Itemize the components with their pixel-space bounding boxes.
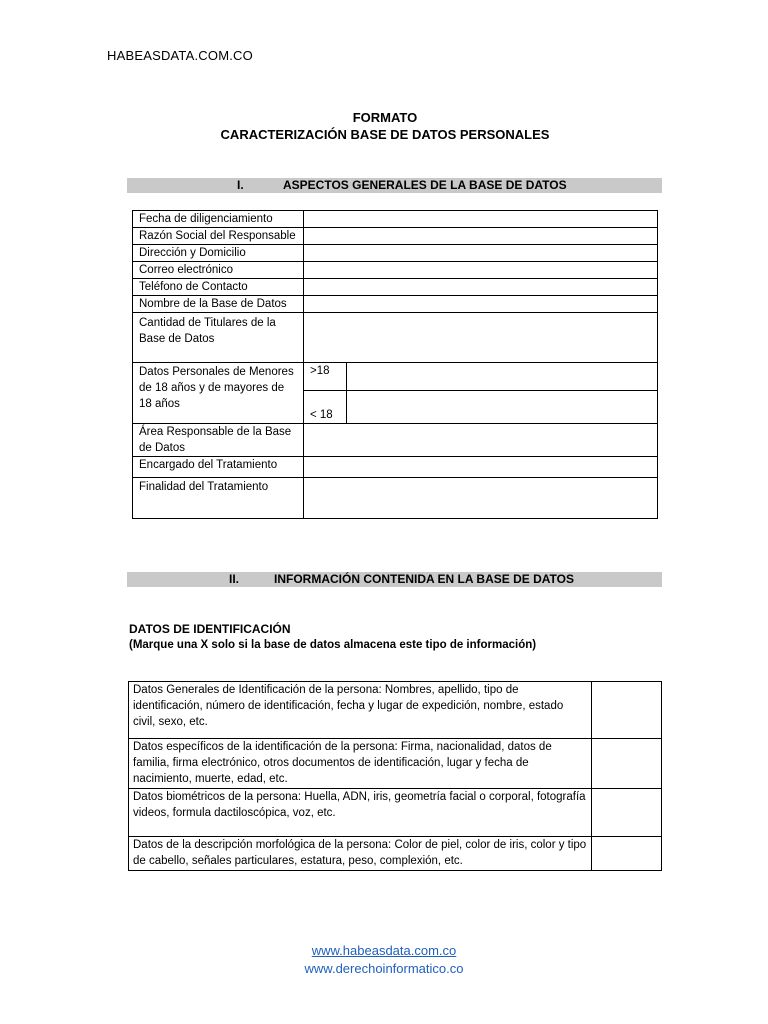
row-label: Fecha de diligenciamiento	[133, 211, 304, 228]
input-cell-over-18[interactable]	[347, 363, 658, 391]
mark-cell-morfologica[interactable]	[592, 837, 662, 871]
section-title: INFORMACIÓN CONTENIDA EN LA BASE DE DATOS	[274, 572, 575, 586]
document-subtitle: CARACTERIZACIÓN BASE DE DATOS PERSONALES	[220, 127, 550, 142]
identification-row-text: Datos Generales de Identificación de la persona: Nombres, apellido, tipo de identificación, número de identificación, fecha y lugar de expedición, nombre, estado civil, sexo, etc.	[129, 682, 592, 739]
identification-row-text: Datos biométricos de la persona: Huella, ADN, iris, geometría facial o corporal, fotografía videos, formula dactiloscópica, voz, etc.	[129, 789, 592, 837]
input-cell-fecha[interactable]	[304, 211, 658, 228]
row-label: Cantidad de Titulares de la Base de Datos	[133, 313, 304, 363]
row-label: Datos Personales de Menores de 18 años y de mayores de 18 años	[133, 363, 304, 424]
identification-note: (Marque una X solo si la base de datos almacena este tipo de información)	[129, 639, 537, 651]
input-cell-finalidad[interactable]	[304, 478, 658, 519]
mark-cell-especificos[interactable]	[592, 739, 662, 789]
input-cell-telefono[interactable]	[304, 279, 658, 296]
row-label: Teléfono de Contacto	[133, 279, 304, 296]
document-title: FORMATO	[352, 110, 418, 125]
input-cell-nombre-base[interactable]	[304, 296, 658, 313]
age-under-label: < 18	[304, 391, 347, 424]
section-number: I.	[237, 178, 244, 192]
row-label: Encargado del Tratamiento	[133, 457, 304, 478]
row-label: Correo electrónico	[133, 262, 304, 279]
input-cell-encargado[interactable]	[304, 457, 658, 478]
input-cell-razon-social[interactable]	[304, 228, 658, 245]
input-cell-under-18[interactable]	[347, 391, 658, 424]
identification-row-text: Datos específicos de la identificación de la persona: Firma, nacionalidad, datos de familia, firma electrónico, otros documentos de identificación, lugar y fecha de nacimiento, muerte, edad, etc.	[129, 739, 592, 789]
mark-cell-biometricos[interactable]	[592, 789, 662, 837]
row-label: Finalidad del Tratamiento	[133, 478, 304, 519]
footer-link-habeasdata[interactable]: www.habeasdata.com.co	[311, 943, 457, 958]
footer-link-habeasdata-wrap	[0, 943, 768, 958]
input-cell-correo[interactable]	[304, 262, 658, 279]
age-over-label: >18	[304, 363, 347, 391]
mark-cell-general[interactable]	[592, 682, 662, 739]
input-cell-cantidad-titulares[interactable]	[304, 313, 658, 363]
row-label: Razón Social del Responsable	[133, 228, 304, 245]
section-bar-general	[127, 178, 662, 193]
input-cell-direccion[interactable]	[304, 245, 658, 262]
row-label: Área Responsable de la Base de Datos	[133, 424, 304, 457]
identification-heading: DATOS DE IDENTIFICACIÓN	[129, 622, 291, 636]
section-bar-information	[127, 572, 662, 587]
header-site-name: HABEASDATA.COM.CO	[107, 48, 253, 63]
row-label: Dirección y Domicilio	[133, 245, 304, 262]
identification-table	[128, 681, 662, 871]
input-cell-area-responsable[interactable]	[304, 424, 658, 457]
identification-row-text: Datos de la descripción morfológica de la persona: Color de piel, color de iris, color y tipo de cabello, señales particulares, estatura, peso, complexión, etc.	[129, 837, 592, 871]
section-title: ASPECTOS GENERALES DE LA BASE DE DATOS	[283, 178, 567, 192]
row-label: Nombre de la Base de Datos	[133, 296, 304, 313]
footer-link-derechoinformatico[interactable]: www.derechoinformatico.co	[304, 961, 464, 976]
general-aspects-table	[132, 210, 658, 519]
section-number: II.	[229, 572, 240, 586]
